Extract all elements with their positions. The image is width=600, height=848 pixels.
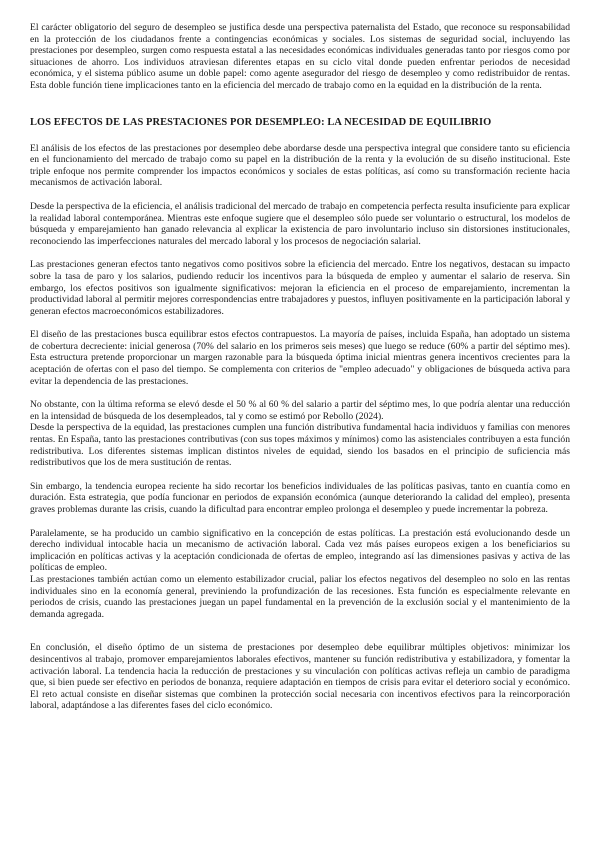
paragraph-european-trend: Sin embargo, la tendencia europea reciente ha sido recortar los beneficios individuales de las políticas pasivas, tanto en cuantía como en duración. Esta estrategia, que podía funcionar en periodos de expansión económica (aunque deteriorando la calidad del empleo), presenta graves problemas durante las crisis, cuando la dificultad para encontrar empleo prolonga el desempleo y puede incrementar la pobreza. <box>30 480 570 515</box>
paragraph-design: El diseño de las prestaciones busca equilibrar estos efectos contrapuestos. La mayoría de países, incluida España, han adoptado un sistema de cobertura decreciente: inicial generosa (70% del salario en los primeros seis meses) que luego se reduce (60% a partir del séptimo mes). Esta estructura pretende proporcionar un margen razonable para la búsqueda óptima inicial mientras genera incentivos crecientes para la aceptación de ofertas con el paso del tiempo. Se complementa con criterios de "empleo adecuado" y obligaciones de búsqueda activa para evitar la dependencia de las prestaciones. <box>30 329 570 387</box>
paragraph-stabilizer: Las prestaciones también actúan como un elemento estabilizador crucial, paliar los efectos negativos del desempleo no solo en las rentas individuales sino en la economía general, previniendo la profundización de las recesiones. Esta función es especialmente relevante en periodos de crisis, cuando las prestaciones juegan un papel fundamental en la prevención de la exclusión social y el mantenimiento de la demanda agregada. <box>30 573 570 620</box>
paragraph-equity: Desde la perspectiva de la equidad, las prestaciones cumplen una función distributiva fundamental hacia individuos y familias con menores rentas. En España, tanto las prestaciones contributivas (con sus topes máximos y mínimos) como las asistenciales contribuyen a esta función redistributiva. Los diferentes sistemas implican distintos niveles de equidad, siendo los basados en el principio de suficiencia más redistributivos que los de mera sustitución de rentas. <box>30 422 570 469</box>
paragraph-activation: Paralelamente, se ha producido un cambio significativo en la concepción de estas políticas. La prestación está evolucionando desde un derecho individual intocable hacia un mecanismo de activación laboral. Cada vez más países europeos exigen a los beneficiarios su implicación en políticas activas y la aceptación condicionada de ofertas de empleo, integrando así las dimensiones pasivas y activa de las políticas de empleo. <box>30 527 570 574</box>
intro-paragraph: El carácter obligatorio del seguro de desempleo se justifica desde una perspectiva paternalista del Estado, que reconoce su responsabilidad en la protección de los ciudadanos frente a contingencias económicas y sociales. Los sistemas de seguridad social, incluyendo las prestaciones por desempleo, surgen como respuesta estatal a las necesidades económicas individuales generadas tanto por riesgos como por situaciones de ahorro. Los individuos atraviesan diferentes etapas en su ciclo vital donde pueden enfrentar periodos de necesidad económica, y el sistema público asume un doble papel: como agente asegurador del riesgo de desempleo y como redistribuidor de rentas. Esta doble función tiene implicaciones tanto en la eficiencia del mercado de trabajo como en la equidad en la distribución de la renta. <box>30 22 570 91</box>
paragraph-efficiency: Desde la perspectiva de la eficiencia, el análisis tradicional del mercado de trabajo en competencia perfecta resulta insuficiente para explicar la realidad laboral contemporánea. Mientras este enfoque sugiere que el desempleo sólo puede ser voluntario o estructural, los modelos de búsqueda y emparejamiento han ganado relevancia al explicar la existencia de paro involuntario incluso sin distorsiones institucionales, reconociendo las imperfecciones naturales del mercado laboral y los procesos de negociación salarial. <box>30 200 570 247</box>
paragraph-reform: No obstante, con la última reforma se elevó desde el 50 % al 60 % del salario a partir del séptimo mes, lo que podría alentar una reducción en la intensidad de búsqueda de los desempleados, tal y como se estimó por Rebollo (2024). <box>30 399 570 422</box>
section-heading: LOS EFECTOS DE LAS PRESTACIONES POR DESEMPLEO: LA NECESIDAD DE EQUILIBRIO <box>30 116 492 128</box>
paragraph-conclusion: En conclusión, el diseño óptimo de un sistema de prestaciones por desempleo debe equilibrar múltiples objetivos: minimizar los desincentivos al trabajo, promover emparejamientos laborales efectivos, mantener su función redistributiva y estabilizadora, y fomentar la activación laboral. La tendencia hacia la reducción de prestaciones y su vinculación con políticas activas refleja un cambio de paradigma que, si bien puede ser efectivo en periodos de bonanza, requiere adaptación en tiempos de crisis para evitar el deterioro social y económico. El reto actual consiste en diseñar sistemas que combinen la protección social necesaria con incentivos efectivos para la reincorporación laboral, adaptándose a las diferentes fases del ciclo económico. <box>30 642 570 712</box>
paragraph-effects: Las prestaciones generan efectos tanto negativos como positivos sobre la eficiencia del mercado. Entre los negativos, destacan su impacto sobre la tasa de paro y los salarios, pudiendo reducir los incentivos para la búsqueda de empleo y aumentar el salario de reserva. Sin embargo, los efectos positivos son igualmente significativos: mejoran la eficiencia en el proceso de emparejamiento, incrementan la productividad laboral al permitir mejores correspondencias entre trabajadores y puestos, influyen positivamente en la participación laboral y generan efectos macroeconómicos estabilizadores. <box>30 259 570 317</box>
paragraph-analysis: El análisis de los efectos de las prestaciones por desempleo debe abordarse desde una perspectiva integral que considere tanto su eficiencia en el funcionamiento del mercado de trabajo como su papel en la distribución de la renta y la evolución de su diseño institucional. Este triple enfoque nos permite comprender los impactos económicos y sociales de estas políticas, así como su transformación reciente hacia mecanismos de activación laboral. <box>30 142 570 189</box>
